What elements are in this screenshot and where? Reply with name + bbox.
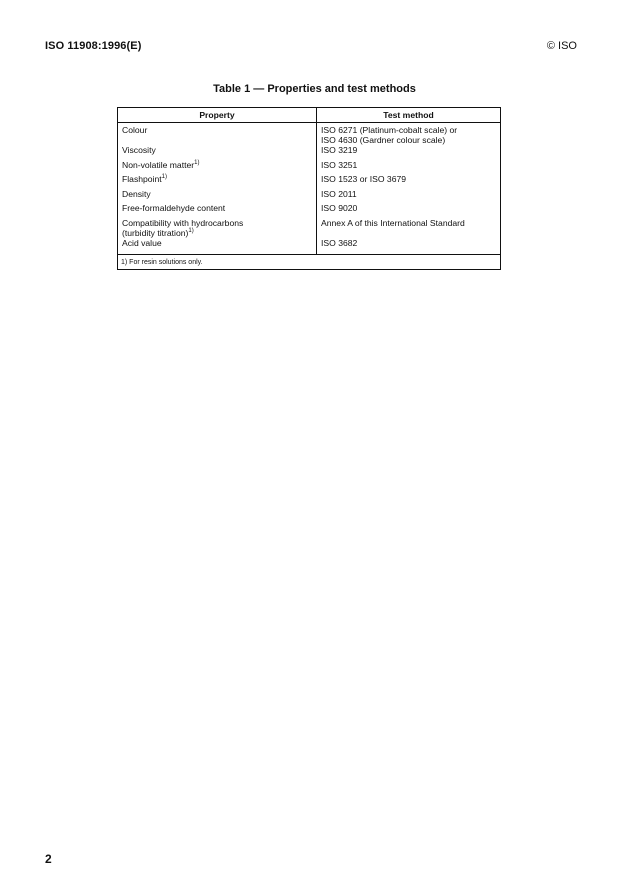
page-number: 2 bbox=[45, 852, 52, 866]
property-text: Viscosity bbox=[122, 145, 156, 155]
footnote-marker: 1) bbox=[194, 159, 200, 166]
table-row bbox=[118, 218, 500, 238]
column-header-test-method: Test method bbox=[317, 108, 501, 123]
table-body bbox=[118, 123, 500, 255]
property-text: Colour bbox=[122, 125, 148, 135]
property-text: Free-formaldehyde content bbox=[122, 203, 226, 213]
properties-table bbox=[117, 107, 501, 270]
table-row bbox=[118, 189, 500, 204]
test-method-cell bbox=[317, 160, 501, 175]
table-row bbox=[118, 203, 500, 218]
copyright-notice: © ISO bbox=[546, 40, 577, 52]
property-cell bbox=[118, 189, 317, 204]
table-title: Table 1 — Properties and test methods bbox=[213, 83, 416, 95]
test-method-text: Annex A of this International Standard bbox=[321, 217, 465, 228]
test-method-cell bbox=[317, 218, 501, 238]
table-row bbox=[118, 123, 500, 146]
test-method-text: ISO 1523 or ISO 3679 bbox=[321, 174, 407, 184]
footnote-marker: 1) bbox=[161, 174, 167, 180]
property-cell bbox=[118, 160, 317, 175]
property-cell bbox=[118, 203, 317, 218]
test-method-cell bbox=[317, 203, 501, 218]
property-text: Acid value bbox=[122, 237, 162, 248]
test-method-cell bbox=[317, 123, 501, 146]
property-text: Density bbox=[122, 188, 151, 199]
table-row bbox=[118, 160, 500, 175]
test-method-text: ISO 3219 bbox=[321, 145, 358, 155]
table-header-row bbox=[118, 108, 500, 123]
table-row bbox=[118, 174, 500, 189]
property-cell bbox=[118, 218, 317, 238]
property-text: Flashpoint bbox=[122, 174, 162, 184]
test-method-cell bbox=[317, 174, 501, 189]
document-id: ISO 11908:1996(E) bbox=[45, 40, 142, 52]
test-method-text: ISO 3251 bbox=[321, 159, 358, 170]
test-method-text: ISO 2011 bbox=[321, 188, 357, 199]
test-method-text: ISO 3682 bbox=[321, 237, 358, 248]
property-text: Compatibility with hydrocarbons bbox=[122, 217, 244, 228]
footnote-marker: 1) bbox=[188, 227, 194, 234]
table-footnote: 1) For resin solutions only. bbox=[118, 254, 500, 269]
property-text: Non-volatile matter bbox=[122, 159, 195, 170]
test-method-text-continued: ISO 4630 (Gardner colour scale) bbox=[321, 135, 446, 145]
property-cell bbox=[118, 238, 317, 255]
property-text-continued: (turbidity titration) bbox=[122, 227, 189, 238]
test-method-cell bbox=[317, 189, 501, 204]
test-method-text: ISO 6271 (Platinum-cobalt scale) or bbox=[321, 125, 458, 135]
test-method-cell bbox=[317, 145, 501, 160]
property-cell bbox=[118, 174, 317, 189]
property-cell bbox=[118, 145, 317, 160]
test-method-cell bbox=[317, 238, 501, 255]
table-row bbox=[118, 145, 500, 160]
column-header-property: Property bbox=[118, 108, 317, 123]
table-row bbox=[118, 238, 500, 255]
test-method-text: ISO 9020 bbox=[321, 203, 358, 213]
property-cell bbox=[118, 123, 317, 146]
